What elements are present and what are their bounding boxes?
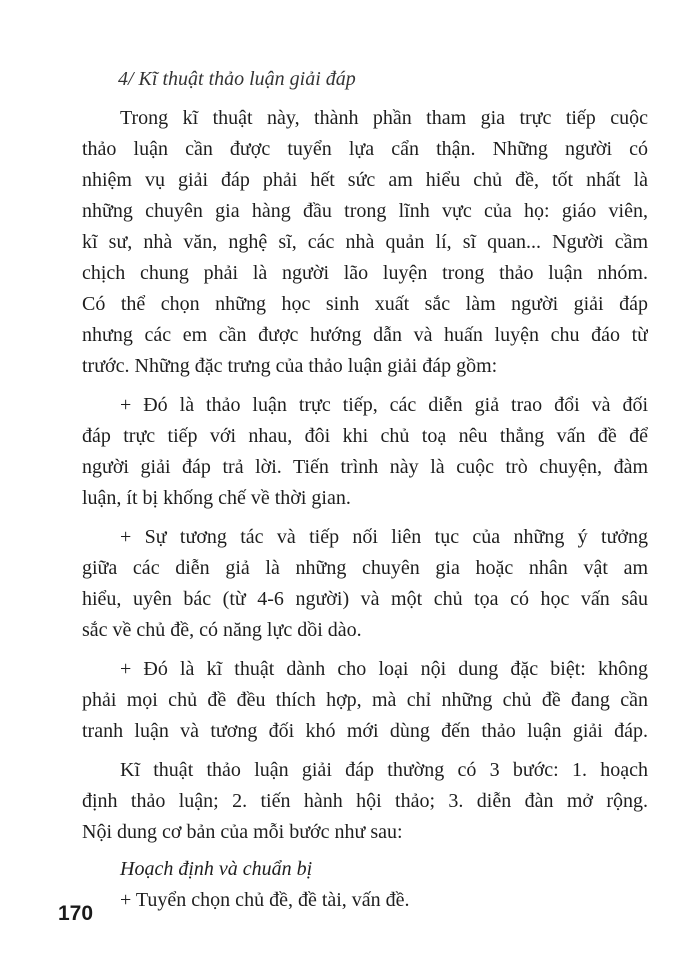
section-heading: 4/ Kĩ thuật thảo luận giải đáp	[118, 68, 356, 90]
text-line: nhiệm vụ giải đáp phải hết sức am hiểu chủ đề, tốt nhất là	[82, 169, 648, 191]
text-line: Trong kĩ thuật này, thành phần tham gia trực tiếp cuộc	[120, 107, 648, 129]
text-line: + Đó là thảo luận trực tiếp, các diễn giả trao đổi và đối	[120, 394, 648, 416]
text-line: định thảo luận; 2. tiến hành hội thảo; 3. diễn đàn mở rộng.	[82, 790, 648, 812]
text-line: luận, ít bị khống chế về thời gian.	[82, 487, 351, 509]
text-line: thảo luận cần được tuyển lựa cẩn thận. Những người có	[82, 138, 648, 160]
paragraph	[82, 755, 648, 848]
bullet-line: + Tuyển chọn chủ đề, đề tài, vấn đề.	[120, 889, 410, 911]
body-text	[82, 103, 648, 848]
text-line: sắc về chủ đề, có năng lực dồi dào.	[82, 619, 362, 641]
paragraph	[82, 390, 648, 514]
paragraph	[82, 654, 648, 747]
document-page	[82, 64, 648, 916]
text-line: Kĩ thuật thảo luận giải đáp thường có 3 bước: 1. hoạch	[120, 759, 648, 781]
text-line: đáp trực tiếp với nhau, đôi khi chủ toạ nêu thẳng vấn đề để	[82, 425, 648, 447]
text-line: chịch chung phải là người lão luyện trong thảo luận nhóm.	[82, 262, 648, 284]
page-number: 170	[58, 902, 94, 925]
paragraph	[82, 522, 648, 646]
text-line: Có thể chọn những học sinh xuất sắc làm người giải đáp	[82, 293, 648, 315]
text-line: Nội dung cơ bản của mỗi bước như sau:	[82, 821, 403, 843]
text-line: giữa các diễn giả là những chuyên gia hoặc nhân vật am	[82, 557, 648, 579]
text-line: hiểu, uyên bác (từ 4-6 người) và một chủ tọa có học vấn sâu	[82, 588, 648, 610]
text-line: tranh luận và tương đối khó mới dùng đến thảo luận giải đáp.	[82, 720, 648, 742]
text-line: + Sự tương tác và tiếp nối liên tục của những ý tưởng	[120, 526, 648, 548]
text-line: nhưng các em cần được hướng dẫn và huấn luyện chu đáo từ	[82, 324, 648, 346]
text-line: + Đó là kĩ thuật dành cho loại nội dung đặc biệt: không	[120, 658, 648, 680]
text-line: những chuyên gia hàng đầu trong lĩnh vực của họ: giáo viên,	[82, 200, 648, 222]
text-line: trước. Những đặc trưng của thảo luận giải đáp gồm:	[82, 355, 498, 377]
text-line: kĩ sư, nhà văn, nghệ sĩ, các nhà quản lí, sĩ quan... Người cầm	[82, 231, 648, 253]
text-line: người giải đáp trả lời. Tiến trình này là cuộc trò chuyện, đàm	[82, 456, 648, 478]
paragraph	[82, 103, 648, 382]
text-line: phải mọi chủ đề đều thích hợp, mà chỉ những chủ đề đang cần	[82, 689, 648, 711]
subheading: Hoạch định và chuẩn bị	[120, 858, 313, 880]
